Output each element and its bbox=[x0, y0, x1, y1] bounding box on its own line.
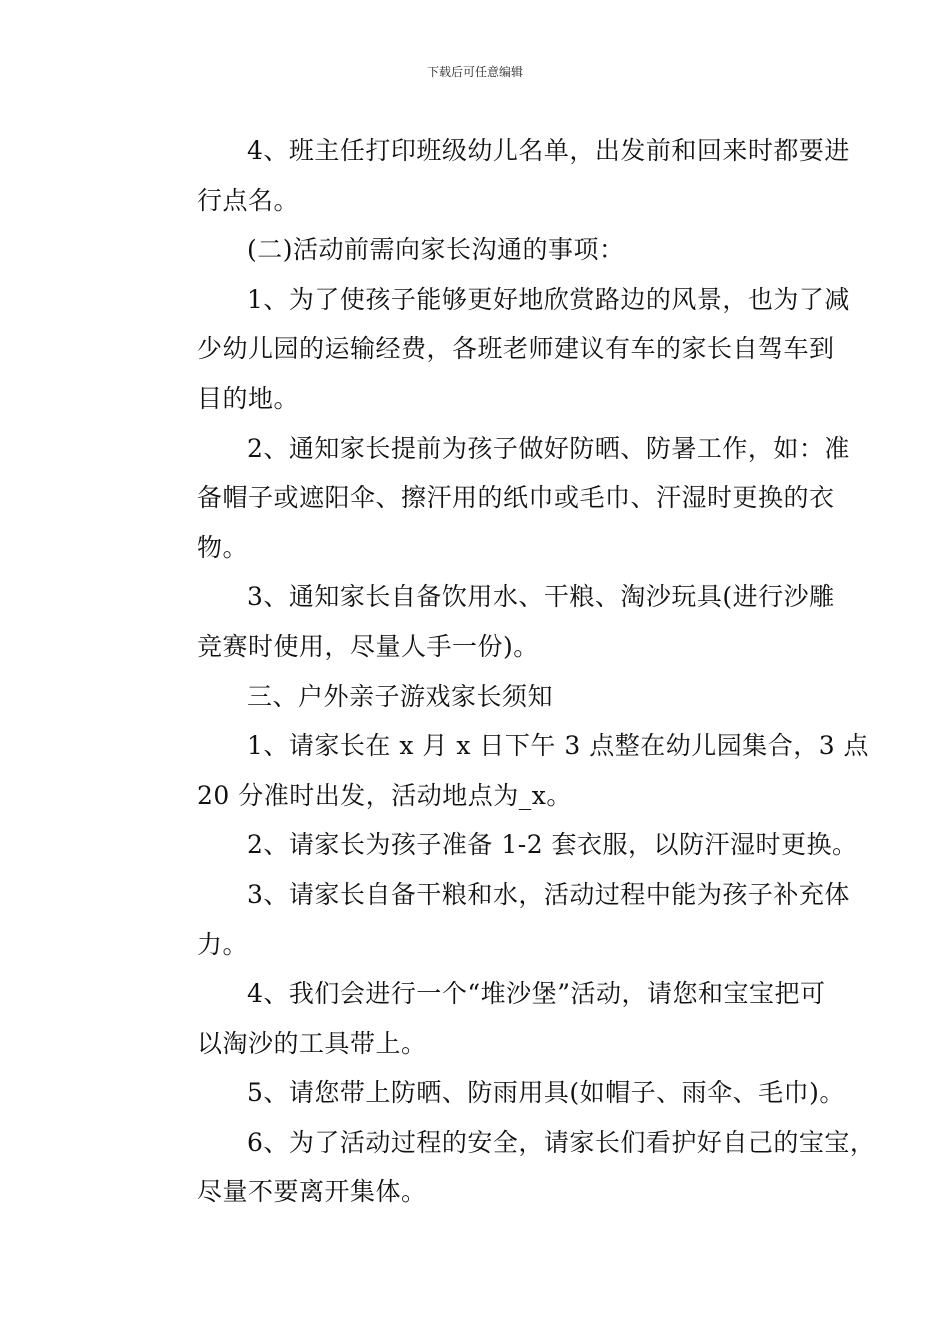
text-line: 以淘沙的工具带上。 bbox=[197, 1028, 427, 1058]
paragraph-food-water bbox=[147, 870, 850, 969]
text-line: 力。 bbox=[197, 929, 249, 959]
text-line: 尽量不要离开集体。 bbox=[197, 1177, 427, 1207]
text-line: 1、为了使孩子能够更好地欣赏路边的风景，也为了减 bbox=[247, 284, 850, 314]
text-line: 行点名。 bbox=[197, 185, 300, 215]
text-line: 少幼儿园的运输经费，各班老师建议有车的家长自驾车到 bbox=[197, 334, 835, 364]
text-line: 4、我们会进行一个“堆沙堡”活动，请您和宝宝把可 bbox=[247, 979, 826, 1009]
paragraph-rain-gear bbox=[147, 1068, 845, 1118]
text-line: 1、请家长在 x 月 x 日下午 3 点整在幼儿园集合，3 点 bbox=[247, 731, 870, 761]
text-line: 2、请家长为孩子准备 1-2 套衣服，以防汗湿时更换。 bbox=[247, 830, 858, 860]
paragraph-self-drive bbox=[147, 275, 850, 424]
paragraph-safety bbox=[147, 1118, 876, 1217]
text-line: (二)活动前需向家长沟通的事项： bbox=[247, 235, 625, 265]
text-line: 2、通知家长提前为孩子做好防晒、防暑工作，如：准 bbox=[247, 433, 850, 463]
paragraph-sandcastle bbox=[147, 969, 826, 1068]
document-body bbox=[147, 126, 876, 1217]
text-line: 3、请家长自备干粮和水，活动过程中能为孩子补充体 bbox=[247, 879, 850, 909]
text-line: 物。 bbox=[197, 532, 249, 562]
text-line: 20 分准时出发，活动地点为_x。 bbox=[197, 780, 572, 810]
paragraph-assembly-time bbox=[147, 721, 870, 820]
section-heading-parent-communication bbox=[147, 225, 807, 275]
page-header: 下载后可任意编辑 bbox=[426, 65, 523, 79]
text-line: 竞赛时使用，尽量人手一份)。 bbox=[197, 631, 539, 661]
text-line: 备帽子或遮阳伞、擦汗用的纸巾或毛巾、汗湿时更换的衣 bbox=[197, 483, 835, 513]
text-line: 5、请您带上防晒、防雨用具(如帽子、雨伞、毛巾)。 bbox=[247, 1078, 845, 1108]
paragraph-sun-protection bbox=[147, 424, 850, 573]
text-line: 6、为了活动过程的安全，请家长们看护好自己的宝宝， bbox=[247, 1127, 876, 1157]
text-line: 目的地。 bbox=[197, 383, 300, 413]
text-line: 三、户外亲子游戏家长须知 bbox=[247, 681, 554, 711]
paragraph-supplies bbox=[147, 572, 835, 671]
paragraph-roster bbox=[147, 126, 850, 225]
paragraph-clothes bbox=[147, 820, 858, 870]
text-line: 3、通知家长自备饮用水、干粮、淘沙玩具(进行沙雕 bbox=[247, 582, 835, 612]
section-heading-outdoor-game bbox=[147, 672, 807, 722]
text-line: 4、班主任打印班级幼儿名单，出发前和回来时都要进 bbox=[247, 136, 850, 165]
